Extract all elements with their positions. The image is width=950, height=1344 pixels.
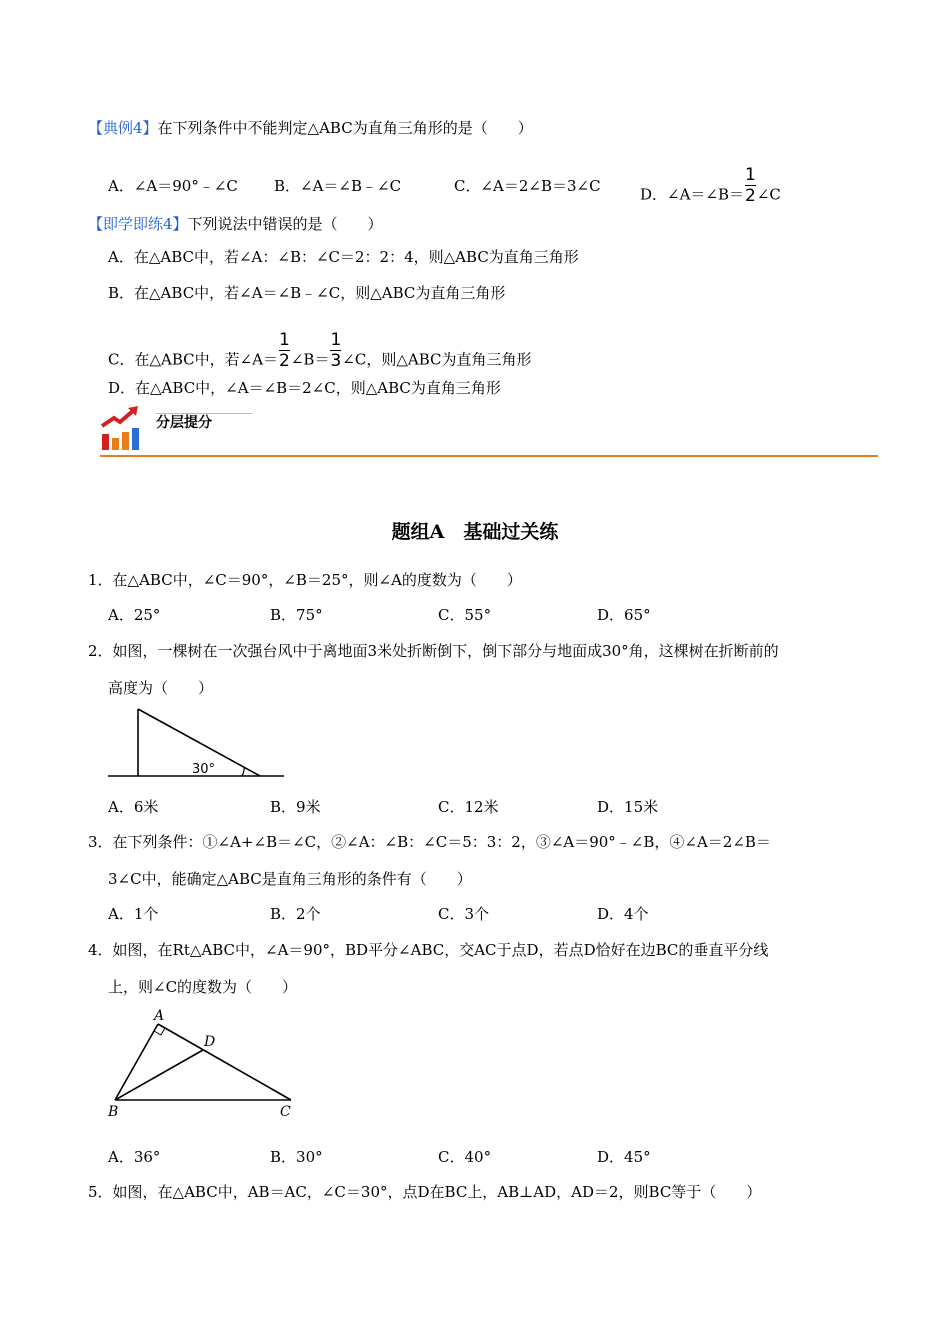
example-4-option-c: C．∠A＝2∠B＝3∠C	[454, 177, 601, 195]
example-4-question	[88, 118, 533, 138]
example-4-option-a: A．∠A＝90°﹣∠C	[108, 177, 238, 195]
q2-stem-line-2: 高度为（ ）	[108, 679, 214, 697]
practice-4-option-c-fraction-1	[279, 331, 290, 370]
q3-option-b: B．2个	[270, 905, 321, 923]
q3-option-c: C．3个	[438, 905, 490, 923]
example-4-option-d-pre: D．∠A＝∠B＝	[640, 185, 745, 204]
q3-option-a: A．1个	[108, 905, 159, 923]
q2-stem-line-1: 2．如图，一棵树在一次强台风中于离地面3米处折断倒下，倒下部分与地面成30°角，这棵树在折断前的	[88, 642, 779, 660]
q2-option-d: D．15米	[597, 798, 659, 816]
q4-label-a: A	[154, 1008, 165, 1024]
example-4-tag: 【典例4】	[88, 119, 158, 137]
q1-option-d: D．65°	[597, 606, 651, 624]
fraction-denominator: 2	[279, 351, 290, 371]
fraction-denominator: 3	[330, 351, 342, 371]
practice-4-option-c-mid: ∠B＝	[290, 350, 330, 369]
q4-option-a: A．36°	[108, 1148, 161, 1166]
q3-stem-line-2: 3∠C中，能确定△ABC是直角三角形的条件有（ ）	[108, 870, 472, 888]
q2-option-a: A．6米	[108, 798, 159, 816]
example-4-text: 在下列条件中不能判定△ABC为直角三角形的是（ ）	[157, 119, 533, 137]
practice-4-option-c-pre: C．在△ABC中，若∠A＝	[108, 350, 279, 369]
practice-4-question	[88, 214, 383, 234]
example-4-option-d	[640, 165, 781, 215]
q1-option-b: B．75°	[270, 606, 323, 624]
q4-stem-line-1: 4．如图，在Rt△ABC中，∠A＝90°，BD平分∠ABC，交AC于点D，若点D恰好在边BC的垂直平分线	[88, 941, 769, 959]
fraction-denominator: 2	[745, 186, 756, 206]
q2-option-b: B．9米	[270, 798, 321, 816]
q4-stem-line-2: 上，则∠C的度数为（ ）	[108, 978, 298, 996]
example-4-option-d-post: ∠C	[756, 185, 781, 204]
practice-4-option-a: A．在△ABC中，若∠A：∠B：∠C＝2：2：4，则△ABC为直角三角形	[108, 248, 579, 266]
section-divider	[100, 455, 878, 457]
q1-option-a: A．25°	[108, 606, 161, 624]
q4-option-d: D．45°	[597, 1148, 651, 1166]
growth-chart-icon	[100, 404, 144, 452]
banner-label: 分层提分	[156, 415, 212, 431]
practice-4-option-c-fraction-2	[330, 331, 341, 370]
q4-label-c: C	[280, 1104, 291, 1120]
practice-4-option-c	[108, 330, 532, 380]
q1-stem: 1．在△ABC中，∠C＝90°，∠B＝25°，则∠A的度数为（ ）	[88, 571, 522, 589]
q4-option-c: C．40°	[438, 1148, 492, 1166]
q3-stem-line-1: 3．在下列条件：①∠A+∠B＝∠C，②∠A：∠B：∠C＝5：3：2，③∠A＝90°﹣∠B，④∠A＝2∠B＝	[88, 833, 771, 851]
practice-4-tag: 【即学即练4】	[88, 215, 188, 233]
practice-4-text: 下列说法中错误的是（ ）	[187, 215, 383, 233]
q1-option-c: C．55°	[438, 606, 492, 624]
example-4-option-b: B．∠A＝∠B﹣∠C	[274, 177, 402, 195]
example-4-option-d-fraction	[745, 166, 756, 205]
q4-label-d: D	[204, 1034, 216, 1050]
practice-4-option-b: B．在△ABC中，若∠A＝∠B﹣∠C，则△ABC为直角三角形	[108, 284, 506, 302]
fraction-numerator: 1	[330, 330, 342, 350]
q4-triangle-figure	[104, 1004, 300, 1122]
practice-4-option-d: D．在△ABC中，∠A＝∠B＝2∠C，则△ABC为直角三角形	[108, 379, 501, 397]
q4-label-b: B	[108, 1104, 119, 1120]
fraction-numerator: 1	[279, 330, 290, 350]
q2-tree-figure	[106, 705, 286, 780]
section-title: 题组A 基础过关练	[391, 521, 559, 543]
fraction-numerator: 1	[745, 165, 756, 185]
q4-option-b: B．30°	[270, 1148, 323, 1166]
q3-option-d: D．4个	[597, 905, 649, 923]
q5-stem: 5．如图，在△ABC中，AB＝AC，∠C＝30°，点D在BC上，AB⊥AD，AD＝2，则BC等于（ ）	[88, 1183, 762, 1201]
q2-angle-label: 30°	[192, 762, 216, 777]
practice-4-option-c-post: ∠C，则△ABC为直角三角形	[342, 350, 532, 369]
q2-option-c: C．12米	[438, 798, 499, 816]
